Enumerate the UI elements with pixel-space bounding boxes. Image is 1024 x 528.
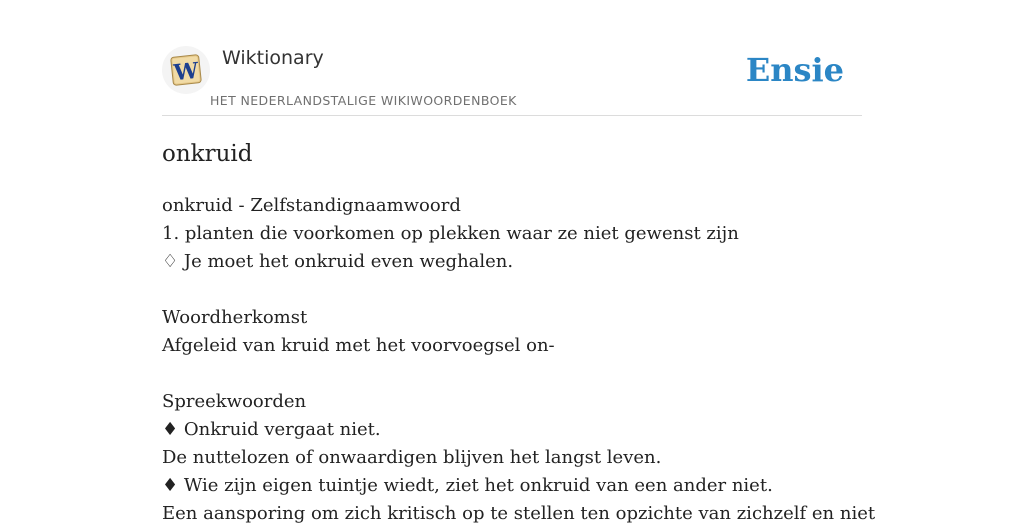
site-name[interactable]: Wiktionary	[222, 47, 324, 69]
entry-heading-line: onkruid - Zelfstandignaamwoord	[162, 195, 461, 216]
definition-line: 1. planten die voorkomen op plekken waar ze niet gewenst zijn	[162, 223, 739, 244]
entry-content	[162, 192, 876, 528]
page	[162, 0, 876, 524]
etymology-text: Afgeleid van kruid met het voorvoegsel on-	[162, 335, 555, 356]
blank-line	[162, 360, 862, 388]
proverb-line: ♦ Wie zijn eigen tuintje wiedt, ziet het onkruid van een ander niet.	[162, 475, 773, 496]
entry-title: onkruid	[162, 141, 253, 167]
proverb-explanation: Een aansporing om zich kritisch op te stellen ten opzichte van zichzelf en niet	[162, 503, 876, 524]
proverbs-heading: Spreekwoorden	[162, 391, 307, 412]
logo-letter: W	[172, 57, 200, 87]
site-tagline: HET NEDERLANDSTALIGE WIKIWOORDENBOEK	[210, 93, 517, 108]
proverb-line: ♦ Onkruid vergaat niet.	[162, 419, 381, 440]
proverb-explanation: De nuttelozen of onwaardigen blijven het langst leven.	[162, 447, 662, 468]
site-header	[162, 0, 862, 116]
ensie-brand-link[interactable]: Ensie	[745, 51, 844, 89]
wiktionary-logo-icon[interactable]	[162, 46, 210, 94]
example-line: ♢ Je moet het onkruid even weghalen.	[162, 251, 514, 272]
etymology-heading: Woordherkomst	[162, 307, 308, 328]
blank-line	[162, 276, 862, 304]
